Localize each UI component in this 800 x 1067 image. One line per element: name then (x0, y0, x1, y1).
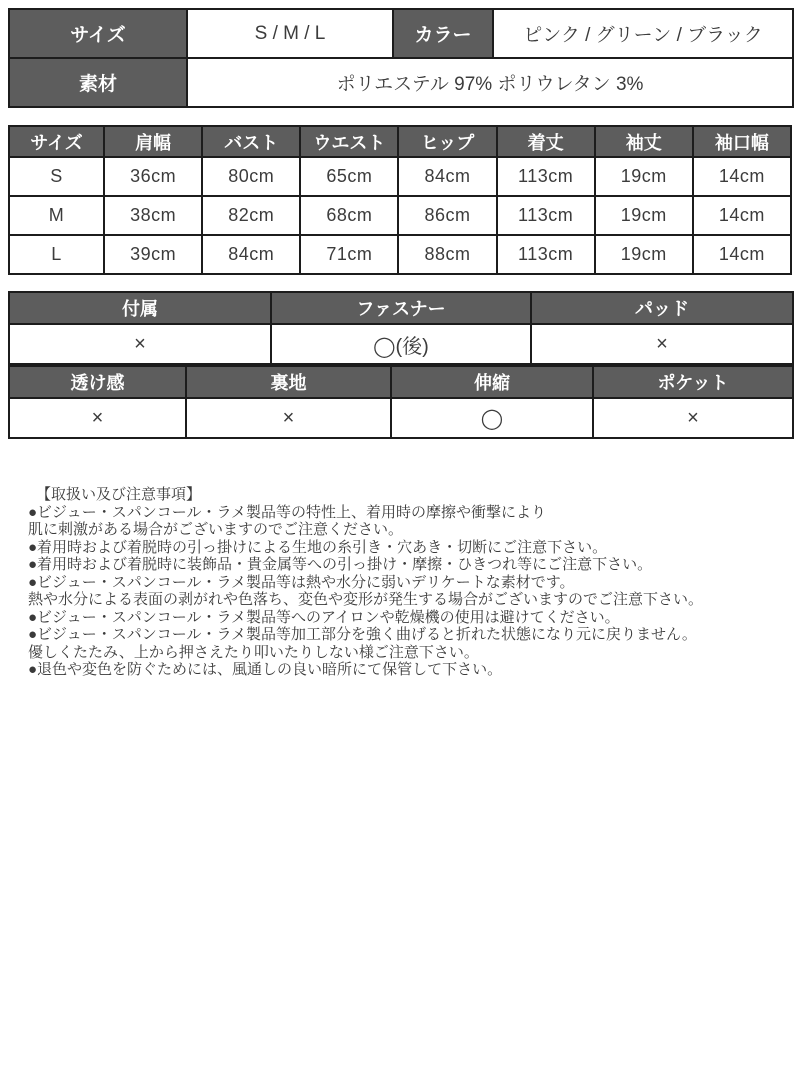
care-note-line: ●ビジュー・スパンコール・ラメ製品等は熱や水分に弱いデリケートな素材です。 (28, 573, 575, 591)
features-table-1 (8, 291, 794, 365)
care-note-line: ●ビジュー・スパンコール・ラメ製品等加工部分を強く曲げると折れた状態になり元に戻りません。 (28, 626, 697, 643)
header-cell: 透け感 (9, 366, 186, 398)
value-cell: × (186, 398, 391, 438)
measure-cell: 14cm (693, 157, 791, 196)
header-cell: 付属 (9, 292, 271, 324)
size-chart-table (8, 125, 792, 275)
spec-summary-table (8, 8, 794, 108)
color-value-cell: ピンク / グリーン / ブラック (493, 9, 793, 58)
header-cell: 袖口幅 (693, 126, 791, 157)
header-cell: 肩幅 (104, 126, 202, 157)
care-note-line: 熱や水分による表面の剥がれや色落ち、変色や変形が発生する場合がございますのでご注意下さい。 (28, 591, 704, 608)
care-notes (8, 486, 792, 679)
table-row (9, 9, 793, 58)
value-cell: × (593, 398, 793, 438)
header-cell: 裏地 (186, 366, 391, 398)
measure-cell: 82cm (202, 196, 300, 235)
measure-cell: 19cm (595, 235, 693, 274)
value-cell: × (9, 324, 271, 364)
header-cell: 着丈 (497, 126, 595, 157)
care-note-line: ●ビジュー・スパンコール・ラメ製品等へのアイロンや乾燥機の使用は避けてください。 (28, 608, 620, 626)
size-value-cell: S / M / L (187, 9, 393, 58)
measure-cell: 36cm (104, 157, 202, 196)
material-value-cell: ポリエステル 97% ポリウレタン 3% (187, 58, 793, 107)
size-row-m (9, 196, 791, 235)
measure-cell: 68cm (300, 196, 398, 235)
header-cell: バスト (202, 126, 300, 157)
size-cell: M (9, 196, 104, 235)
measure-cell: 19cm (595, 196, 693, 235)
value-cell: ◯(後) (271, 324, 531, 364)
care-note-line: ●ビジュー・スパンコール・ラメ製品等の特性上、着用時の摩擦や衝撃により (28, 503, 547, 521)
header-cell: 伸縮 (391, 366, 593, 398)
measure-cell: 113cm (497, 196, 595, 235)
size-row-l (9, 235, 791, 274)
table-row (9, 58, 793, 107)
care-note-line: ●退色や変色を防ぐためには、風通しの良い暗所にて保管して下さい。 (28, 661, 503, 678)
size-row-s (9, 157, 791, 196)
header-cell: ポケット (593, 366, 793, 398)
features1-header-row (9, 292, 793, 324)
measure-cell: 113cm (497, 235, 595, 274)
header-cell: サイズ (9, 126, 104, 157)
measure-cell: 86cm (398, 196, 496, 235)
header-cell: ファスナー (271, 292, 531, 324)
header-cell: パッド (531, 292, 793, 324)
measure-cell: 71cm (300, 235, 398, 274)
features2-header-row (9, 366, 793, 398)
measure-cell: 14cm (693, 235, 791, 274)
size-cell: L (9, 235, 104, 274)
care-note-line: 肌に刺激がある場合がございますのでご注意ください。 (28, 521, 404, 538)
care-note-line: ●着用時および着脱時に装飾品・貴金属等への引っ掛け・摩擦・ひきつれ等にご注意下さい。 (28, 556, 653, 573)
measure-cell: 84cm (398, 157, 496, 196)
measure-cell: 65cm (300, 157, 398, 196)
measure-cell: 19cm (595, 157, 693, 196)
header-cell: ヒップ (398, 126, 496, 157)
color-label-cell: カラー (393, 9, 493, 58)
size-cell: S (9, 157, 104, 196)
measure-cell: 84cm (202, 235, 300, 274)
care-note-line: ●着用時および着脱時の引っ掛けによる生地の糸引き・穴あき・切断にご注意下さい。 (28, 538, 608, 556)
measure-cell: 39cm (104, 235, 202, 274)
measure-cell: 80cm (202, 157, 300, 196)
size-label-cell: サイズ (9, 9, 187, 58)
header-cell: ウエスト (300, 126, 398, 157)
header-cell: 袖丈 (595, 126, 693, 157)
value-cell: × (531, 324, 793, 364)
care-notes-title: 【取扱い及び注意事項】 (36, 486, 202, 503)
value-cell: ◯ (391, 398, 593, 438)
features2-value-row (9, 398, 793, 438)
measure-cell: 113cm (497, 157, 595, 196)
size-chart-header-row (9, 126, 791, 157)
material-label-cell: 素材 (9, 58, 187, 107)
features-table-2 (8, 365, 794, 439)
value-cell: × (9, 398, 186, 438)
measure-cell: 38cm (104, 196, 202, 235)
measure-cell: 88cm (398, 235, 496, 274)
features1-value-row (9, 324, 793, 364)
measure-cell: 14cm (693, 196, 791, 235)
care-note-line: 優しくたたみ、上から押さえたり叩いたりしない様ご注意下さい。 (28, 643, 479, 661)
